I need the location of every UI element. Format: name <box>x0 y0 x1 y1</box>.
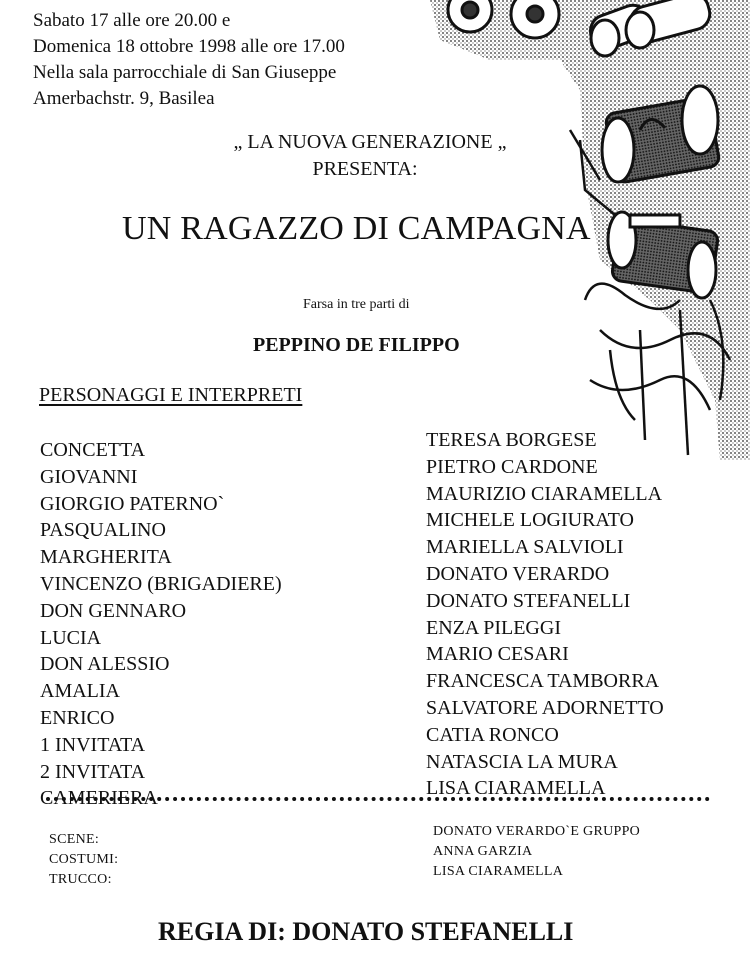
presents-label: PRESENTA: <box>312 158 418 180</box>
credits-labels <box>49 830 118 890</box>
credits-values <box>433 822 640 882</box>
cast-role: 2 INVITATA <box>40 760 146 783</box>
cast-actor: DONATO VERARDO <box>426 562 610 585</box>
credit-value-costumi: ANNA GARZIA <box>433 844 533 859</box>
cast-role: ENRICO <box>40 706 115 729</box>
cast-actor: SALVATORE ADORNETTO <box>426 696 664 719</box>
credit-label-trucco: TRUCCO: <box>49 872 112 887</box>
cast-actor: TERESA BORGESE <box>426 429 597 451</box>
cast-role: DON ALESSIO <box>40 653 170 676</box>
cast-role: CAMERIERA <box>40 787 158 810</box>
cast-actor: MAURIZIO CIARAMELLA <box>426 482 663 505</box>
event-date-line-1: Sabato 17 alle ore 20.00 e <box>33 10 231 31</box>
cast-actor: LISA CIARAMELLA <box>426 777 606 800</box>
event-address: Amerbachstr. 9, Basilea <box>33 88 215 109</box>
event-venue: Nella sala parrocchiale di San Giuseppe <box>33 62 337 83</box>
cast-actor: PIETRO CARDONE <box>426 455 598 478</box>
cast-actor: FRANCESCA TAMBORRA <box>426 670 660 693</box>
cast-heading: PERSONAGGI E INTERPRETI <box>39 384 303 406</box>
credit-label-costumi: COSTUMI: <box>49 852 119 867</box>
play-subtitle: Farsa in tre parti di <box>303 297 410 312</box>
cast-actor: NATASCIA LA MURA <box>426 750 618 773</box>
cast-roles-column <box>40 437 282 812</box>
cast-role: GIORGIO PATERNO` <box>40 492 225 515</box>
cast-role: PASQUALINO <box>40 519 166 542</box>
play-author: PEPPINO DE FILIPPO <box>253 334 460 356</box>
credit-value-scene: DONATO VERARDO`E GRUPPO <box>433 824 641 839</box>
cast-actor: ENZA PILEGGI <box>426 616 561 639</box>
cast-actor: CATIA RONCO <box>426 723 559 746</box>
cast-actors-column <box>426 427 664 802</box>
cast-role: MARGHERITA <box>40 546 172 569</box>
cast-actor: MARIO CESARI <box>426 643 569 666</box>
cast-role: GIOVANNI <box>40 465 138 488</box>
director-credit: REGIA DI: DONATO STEFANELLI <box>158 917 574 946</box>
cast-role: LUCIA <box>40 626 102 649</box>
credit-value-trucco: LISA CIARAMELLA <box>433 864 564 879</box>
event-date-line-2: Domenica 18 ottobre 1998 alle ore 17.00 <box>33 36 345 57</box>
cast-actor: DONATO STEFANELLI <box>426 589 631 612</box>
play-title: UN RAGAZZO DI CAMPAGNA <box>122 210 591 247</box>
cast-role: AMALIA <box>40 680 120 703</box>
cast-role: DON GENNARO <box>40 599 187 622</box>
credit-label-scene: SCENE: <box>49 832 100 847</box>
cast-role: CONCETTA <box>40 439 146 461</box>
cast-actor: MARIELLA SALVIOLI <box>426 536 624 559</box>
cast-role: 1 INVITATA <box>40 733 146 756</box>
company-name: „ LA NUOVA GENERAZIONE „ <box>233 131 507 153</box>
dotted-divider <box>46 797 710 801</box>
cast-actor: MICHELE LOGIURATO <box>426 509 634 532</box>
cast-role: VINCENZO (BRIGADIERE) <box>40 572 282 595</box>
